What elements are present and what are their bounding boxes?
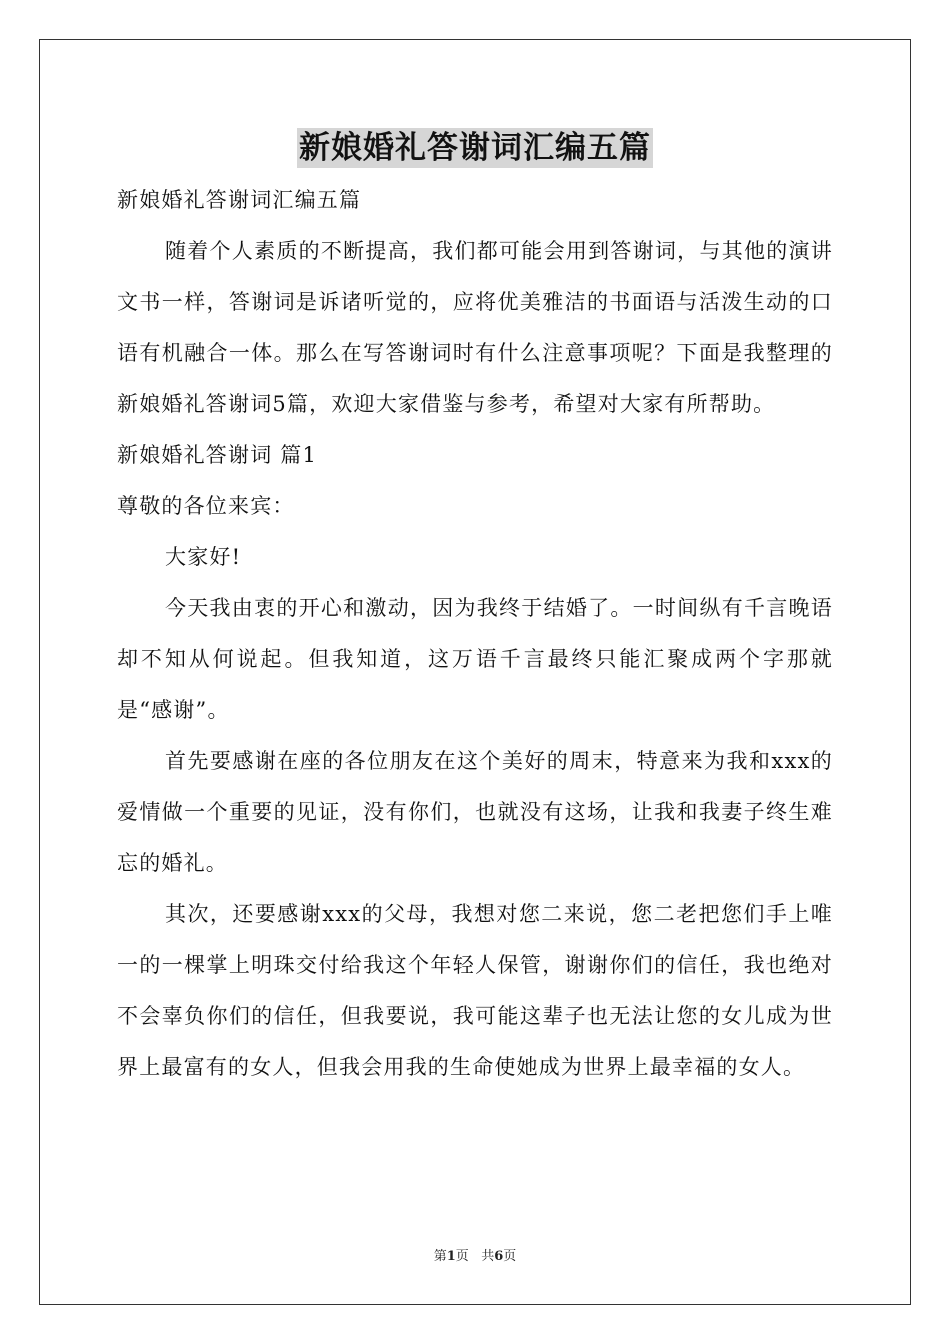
total-prefix: 共 bbox=[481, 1249, 495, 1264]
section-heading: 新娘婚礼答谢词 篇1 bbox=[117, 443, 318, 467]
body-paragraph: 其次，还要感谢xxx的父母，我想对您二来说，您二老把您们手上唯一的一棵掌上明珠交付给我这个年轻人保管，谢谢你们的信任，我也绝对不会辜负你们的信任，但我要说，我可能这辈子也无法让您的女儿成为世界上最富有的女人，但我会用我的生命使她成为世界上最幸福的女人。 bbox=[117, 902, 833, 1079]
document-title: 新娘婚礼答谢词汇编五篇 bbox=[299, 130, 651, 166]
total-suffix: 页 bbox=[503, 1249, 517, 1264]
total-pages: 6 bbox=[494, 1249, 504, 1264]
page-number: 1 bbox=[446, 1249, 456, 1264]
title-container bbox=[0, 128, 950, 168]
greeting: 大家好! bbox=[165, 545, 242, 569]
body-paragraph: 首先要感谢在座的各位朋友在这个美好的周末，特意来为我和xxx的爱情做一个重要的见证，没有你们，也就没有这场，让我和我妻子终生难忘的婚礼。 bbox=[117, 749, 833, 875]
page-footer bbox=[0, 1248, 950, 1266]
page-prefix: 第 bbox=[433, 1249, 447, 1264]
subtitle-line: 新娘婚礼答谢词汇编五篇 bbox=[117, 188, 362, 212]
body-paragraph: 今天我由衷的开心和激动，因为我终于结婚了。一时间纵有千言晚语却不知从何说起。但我知道，这万语千言最终只能汇聚成两个字那就是“感谢”。 bbox=[117, 596, 833, 722]
salutation: 尊敬的各位来宾： bbox=[117, 494, 295, 518]
intro-paragraph: 随着个人素质的不断提高，我们都可能会用到答谢词，与其他的演讲文书一样，答谢词是诉诸听觉的，应将优美雅洁的书面语与活泼生动的口语有机融合一体。那么在写答谢词时有什么注意事项呢？下面是我整理的新娘婚礼答谢词5篇，欢迎大家借鉴与参考，希望对大家有所帮助。 bbox=[117, 239, 833, 416]
page-suffix: 页 bbox=[455, 1249, 469, 1264]
document-body bbox=[117, 175, 833, 1093]
